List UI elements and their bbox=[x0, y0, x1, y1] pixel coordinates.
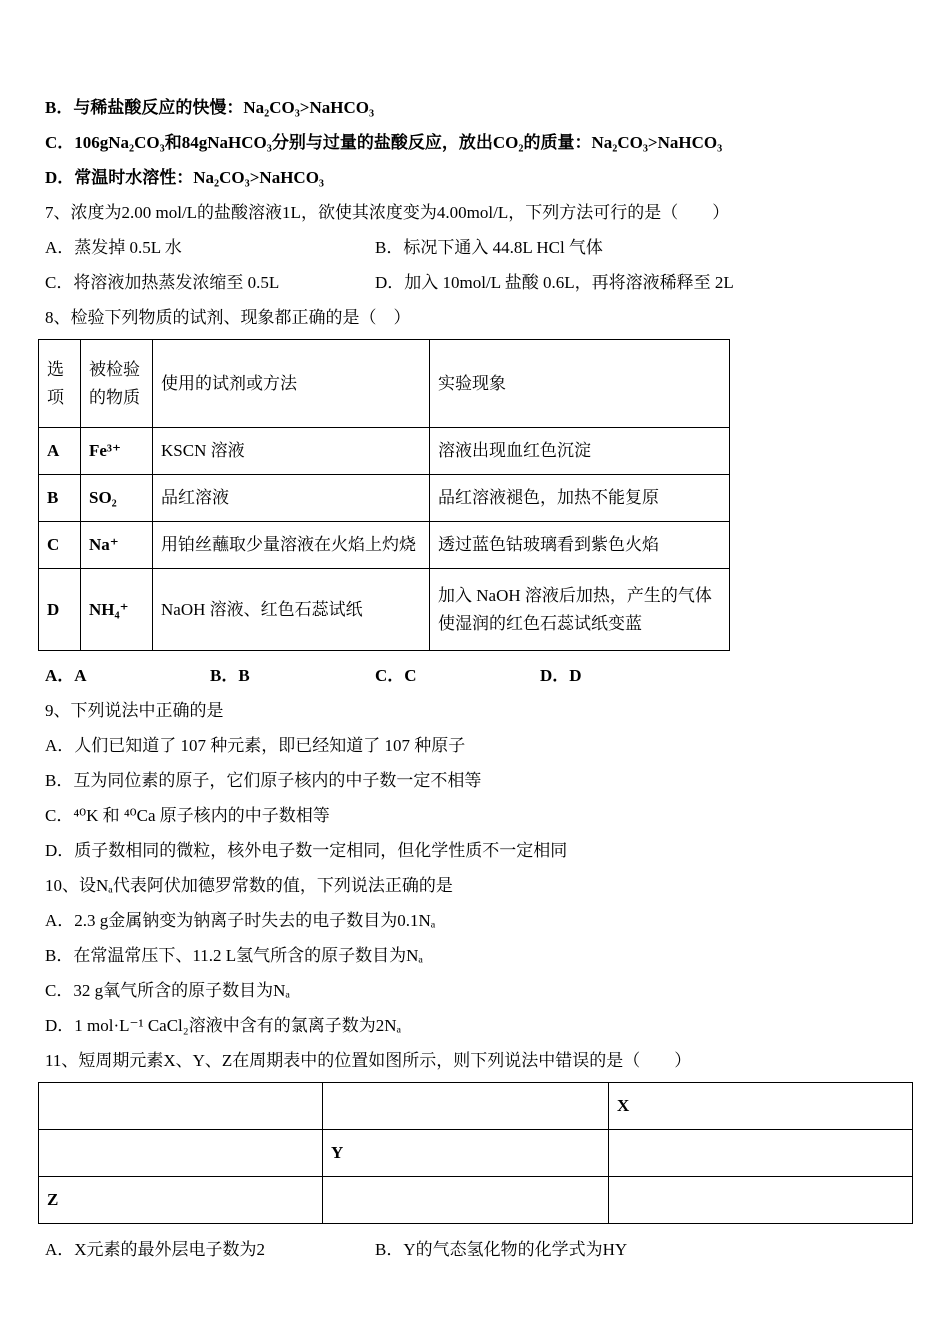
table-cell-empty bbox=[609, 1130, 913, 1177]
q8-table-header-row bbox=[39, 340, 730, 428]
q7-option-d: D．加入 10mol/L 盐酸 0.6L，再将溶液稀释至 2L bbox=[375, 273, 734, 292]
q10-option-b: B．在常温常压下、11.2 L氢气所含的原子数目为Nₐ bbox=[45, 946, 424, 965]
question-9-stem: 9、下列说法中正确的是 bbox=[45, 701, 224, 720]
q9-option-a: A．人们已知道了 107 种元素，即已经知道了 107 种原子 bbox=[45, 736, 466, 755]
q10-option-a: A．2.3 g金属钠变为钠离子时失去的电子数目为0.1Nₐ bbox=[45, 911, 436, 930]
table-cell: KSCN 溶液 bbox=[153, 428, 430, 475]
q8-table-row-c bbox=[39, 522, 730, 569]
q8-answer-d: D．D bbox=[540, 666, 582, 685]
table-cell: 透过蓝色钴玻璃看到紫色火焰 bbox=[430, 522, 730, 569]
question-11-stem: 11、短周期元素X、Y、Z在周期表中的位置如图所示，则下列说法中错误的是（ ） bbox=[45, 1051, 692, 1070]
table-cell-empty bbox=[323, 1177, 609, 1224]
question-7-options-row-2 bbox=[45, 265, 912, 300]
prev-option-b: B．与稀盐酸反应的快慢：Na₂CO₃>NaHCO₃ bbox=[45, 98, 375, 117]
q11-option-a: A．X元素的最外层电子数为2 bbox=[45, 1240, 266, 1259]
q8-header-reagent: 使用的试剂或方法 bbox=[153, 340, 430, 428]
q11-table-row-3 bbox=[39, 1177, 913, 1224]
table-cell: 溶液出现血红色沉淀 bbox=[430, 428, 730, 475]
question-11-options-row bbox=[45, 1232, 912, 1267]
q8-table-row-a bbox=[39, 428, 730, 475]
table-cell: D bbox=[39, 569, 81, 651]
q9-option-b: B．互为同位素的原子，它们原子核内的中子数一定不相等 bbox=[45, 771, 482, 790]
table-cell: 品红溶液 bbox=[153, 475, 430, 522]
q8-answer-b: B．B bbox=[210, 666, 250, 685]
q8-header-phenomenon: 实验现象 bbox=[430, 340, 730, 428]
question-8-stem: 8、检验下列物质的试剂、现象都正确的是（ ） bbox=[45, 308, 411, 327]
table-cell: B bbox=[39, 475, 81, 522]
q8-header-substance: 被检验的物质 bbox=[81, 340, 153, 428]
q10-option-d: D．1 mol·L⁻¹ CaCl₂溶液中含有的氯离子数为2Nₐ bbox=[45, 1016, 402, 1035]
q8-table-row-d bbox=[39, 569, 730, 651]
prev-option-d: D．常温时水溶性：Na₂CO₃>NaHCO₃ bbox=[45, 168, 325, 187]
q8-answer-a: A．A bbox=[45, 666, 87, 685]
q8-header-option: 选项 bbox=[39, 340, 81, 428]
table-cell-empty bbox=[39, 1130, 323, 1177]
table-cell-element-x: X bbox=[609, 1083, 913, 1130]
q11-table-row-1 bbox=[39, 1083, 913, 1130]
table-cell: A bbox=[39, 428, 81, 475]
q11-option-b: B．Y的气态氢化物的化学式为HY bbox=[375, 1240, 628, 1259]
q8-answer-c: C．C bbox=[375, 666, 417, 685]
table-cell: C bbox=[39, 522, 81, 569]
q8-answer-choices-row bbox=[45, 658, 912, 693]
table-cell-element-z: Z bbox=[39, 1177, 323, 1224]
table-cell: Fe³⁺ bbox=[81, 428, 153, 475]
question-10-stem: 10、设Nₐ代表阿伏加德罗常数的值，下列说法正确的是 bbox=[45, 876, 453, 895]
q11-table-row-2 bbox=[39, 1130, 913, 1177]
q9-option-d: D．质子数相同的微粒，核外电子数一定相同，但化学性质不一定相同 bbox=[45, 841, 568, 860]
table-cell-empty bbox=[323, 1083, 609, 1130]
q8-reagent-table bbox=[38, 339, 730, 651]
q11-periodic-position-table bbox=[38, 1082, 913, 1224]
q7-option-c: C．将溶液加热蒸发浓缩至 0.5L bbox=[45, 273, 280, 292]
table-cell-element-y: Y bbox=[323, 1130, 609, 1177]
q10-option-c: C．32 g氧气所含的原子数目为Nₐ bbox=[45, 981, 291, 1000]
q9-option-c: C．⁴⁰K 和 ⁴⁰Ca 原子核内的中子数相等 bbox=[45, 806, 330, 825]
q8-table-row-b bbox=[39, 475, 730, 522]
table-cell: 品红溶液褪色，加热不能复原 bbox=[430, 475, 730, 522]
table-cell-empty bbox=[39, 1083, 323, 1130]
table-cell: 用铂丝蘸取少量溶液在火焰上灼烧 bbox=[153, 522, 430, 569]
table-cell: 加入 NaOH 溶液后加热，产生的气体使湿润的红色石蕊试纸变蓝 bbox=[430, 569, 730, 651]
table-cell-empty bbox=[609, 1177, 913, 1224]
question-7-options-row-1 bbox=[45, 230, 912, 265]
prev-option-c: C．106gNa₂CO₃和84gNaHCO₃分别与过量的盐酸反应，放出CO₂的质量：Na₂CO₃>NaHCO₃ bbox=[45, 133, 723, 152]
table-cell: NaOH 溶液、红色石蕊试纸 bbox=[153, 569, 430, 651]
table-cell: SO₂ bbox=[81, 475, 153, 522]
q7-option-b: B．标况下通入 44.8L HCl 气体 bbox=[375, 238, 603, 257]
question-7-stem: 7、浓度为2.00 mol/L的盐酸溶液1L，欲使其浓度变为4.00mol/L，下列方法可行的是（ ） bbox=[45, 203, 730, 222]
q7-option-a: A．蒸发掉 0.5L 水 bbox=[45, 238, 182, 257]
table-cell: NH₄⁺ bbox=[81, 569, 153, 651]
table-cell: Na⁺ bbox=[81, 522, 153, 569]
